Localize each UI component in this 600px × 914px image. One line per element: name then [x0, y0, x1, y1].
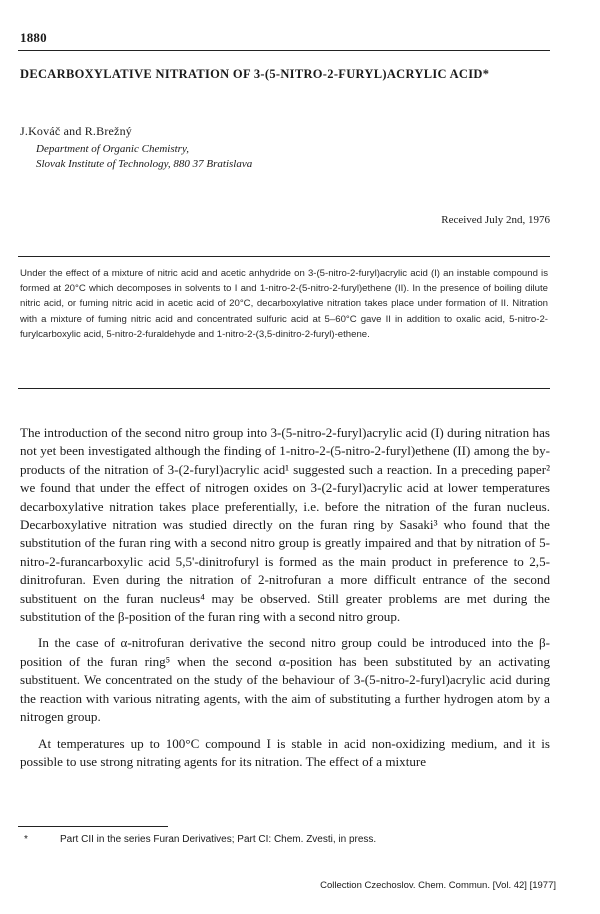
footnote-text: Part CII in the series Furan Derivatives; Part CI: Chem. Zvesti, in press. — [60, 834, 377, 845]
body-paragraph-3: At temperatures up to 100°C compound I is stable in acid non-oxidizing medium, and it is possible to use strong nitrating agents for its nitration. The effect of a mixture — [20, 735, 550, 769]
article-title: DECARBOXYLATIVE NITRATION OF 3-(5-NITRO-2-FURYL)ACRYLIC ACID* — [20, 67, 490, 81]
article-authors: J.Kováč and R.Brežný — [20, 124, 132, 138]
footnote-rule — [18, 826, 168, 827]
footnote-mark: * — [24, 834, 28, 845]
journal-footer: Collection Czechoslov. Chem. Commun. [Vol. 42] [1977] — [320, 880, 556, 891]
abstract-text: Under the effect of a mixture of nitric acid and acetic anhydride on 3-(5-nitro-2-furyl)acrylic acid (I) an instable compound is formed at 20°C which decomposes in solvents to I and 1-nitro-2-(5-nitro-2-furyl)ethene (II). In the presence of boiling dilute nitric acid, or fuming nitric acid in acetic acid of 20°C, decarboxylative nitration takes place under formation of II. Nitration with a mixture of fuming nitric acid and concentrated sulfuric acid at 5–60°C gave II in addition to oxalic acid, 5-nitro-2-furylcarboxylic acid, 5-nitro-2-furaldehyde and 1-nitro-2-(3,5-dinitro-2-furyl)-ethene. — [20, 268, 548, 340]
abstract-rule-bottom — [18, 388, 550, 389]
abstract-rule-top — [18, 256, 550, 257]
header-rule — [18, 50, 550, 51]
received-date: Received July 2nd, 1976 — [441, 214, 550, 226]
body-paragraph-1: The introduction of the second nitro group into 3-(5-nitro-2-furyl)acrylic acid (I) during nitration has not yet been investigated although the finding of 1-nitro-2-(5-nitro-2-furyl)ethene (II) among the by-products of the nitration of 3-(2-furyl)acrylic acid¹ suggested such a reaction. In a preceding paper² we found that under the effect of nitrogen oxides on 3-(2-furyl)acrylic acid at lower temperatures decarboxylative nitration takes place preferentially, i.e. before the nitration of the furan nucleus. Decarboxylative nitration was studied directly on the furan ring by Sasaki³ who found that the substitution of the furan ring with a second nitro group is greatly impaired and that by nitration of 5-nitro-2-furancarboxylic acid 5,5'-dinitrofuryl is formed as the main product in preference to 2,5-dinitrofuran. Even during the nitration of 2-nitrofuran a more difficult entrance of the second substituent on the furan nucleus⁴ may be observed. Still greater problems are met during the substitution of the β-position of the furan ring with a second nitro group. — [20, 425, 550, 625]
article-body — [20, 424, 550, 773]
affiliation — [36, 142, 252, 172]
footnote — [24, 834, 544, 845]
affiliation-department: Department of Organic Chemistry, — [36, 143, 189, 155]
body-paragraph-2: In the case of α-nitrofuran derivative the second nitro group could be introduced into the β-position of the furan ring⁵ when the second α-position has been substituted by an activating substituent. We concentrated on the study of the behaviour of 3-(5-nitro-2-furyl)acrylic acid during the reaction with various nitrating agents, with the aim of substituting a further hydrogen atom by a nitrogen group. — [20, 635, 550, 725]
affiliation-institute: Slovak Institute of Technology, 880 37 Bratislava — [36, 158, 253, 170]
page-number: 1880 — [20, 30, 47, 45]
